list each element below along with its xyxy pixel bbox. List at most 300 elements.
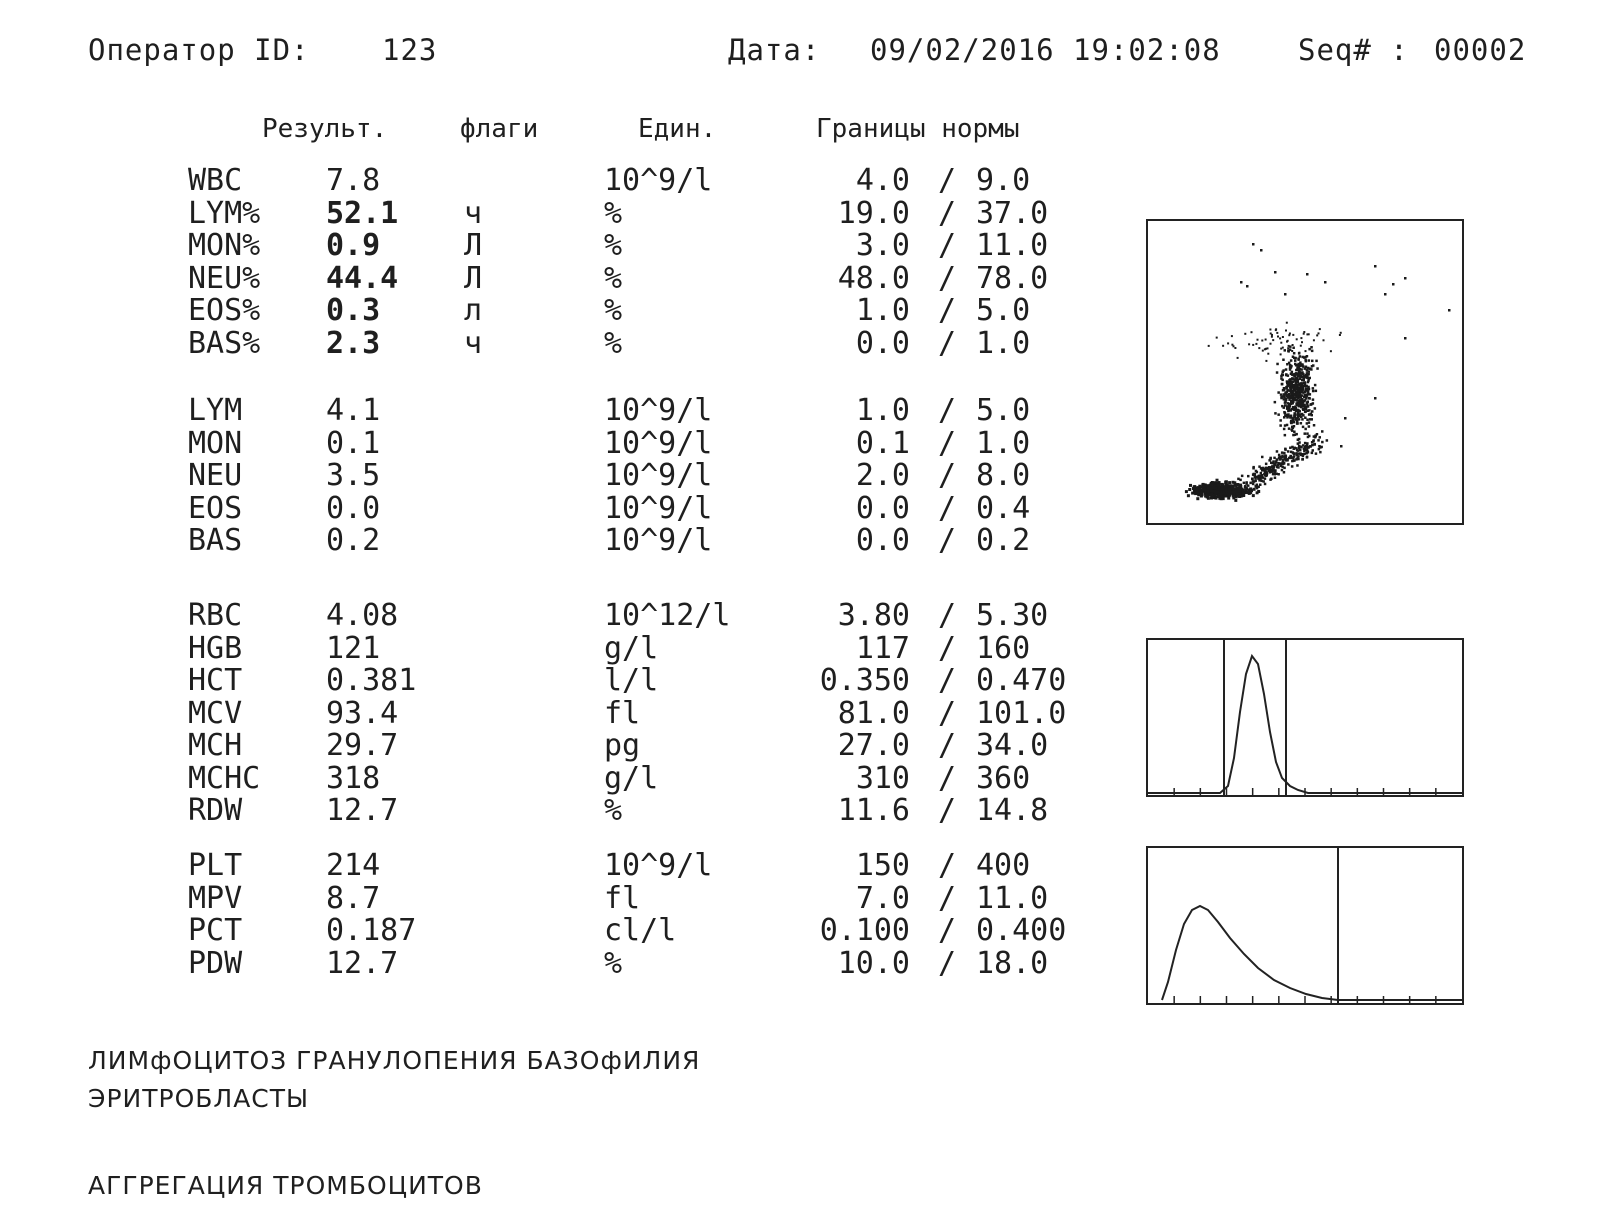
scatter-point xyxy=(1210,493,1213,496)
scatter-point xyxy=(1281,455,1284,458)
scatter-point xyxy=(1241,475,1244,478)
scatter-point xyxy=(1304,417,1307,420)
scatter-point xyxy=(1292,395,1295,398)
scatter-point xyxy=(1308,348,1311,351)
scatter-point xyxy=(1312,402,1315,405)
scatter-point xyxy=(1246,285,1249,288)
scatter-point xyxy=(1321,441,1324,444)
scatter-point xyxy=(1249,482,1252,485)
scatter-point xyxy=(1189,484,1192,487)
scatter-point xyxy=(1206,490,1209,493)
date-label: Дата: xyxy=(728,33,821,67)
scatter-point xyxy=(1231,344,1233,346)
scatter-point xyxy=(1277,473,1280,476)
range-low: 150 xyxy=(855,848,910,883)
column-ranges: Границы нормы xyxy=(816,114,1020,144)
scatter-point xyxy=(1306,456,1309,459)
range-separator: / xyxy=(938,913,957,948)
scatter-point xyxy=(1303,400,1306,403)
scatter-point xyxy=(1321,430,1324,433)
scatter-point xyxy=(1300,345,1302,347)
scatter-point xyxy=(1271,334,1273,336)
scatter-point xyxy=(1283,471,1286,474)
scatter-point xyxy=(1296,420,1299,423)
scatter-point xyxy=(1284,293,1287,296)
scatter-point xyxy=(1289,386,1292,389)
scatter-point xyxy=(1255,343,1257,345)
scatter-point xyxy=(1313,424,1316,427)
scatter-point xyxy=(1311,452,1314,455)
param-unit: % xyxy=(604,293,623,328)
operator-label: Оператор ID: xyxy=(88,33,310,67)
scatter-point xyxy=(1290,402,1293,405)
range-separator: / xyxy=(938,260,957,296)
range-low: 48.0 xyxy=(837,260,910,296)
scatter-point xyxy=(1284,400,1287,403)
scatter-point xyxy=(1207,487,1210,490)
scatter-point xyxy=(1270,343,1272,345)
scatter-point xyxy=(1287,347,1289,349)
column-units: Един. xyxy=(638,114,717,144)
scatter-point xyxy=(1304,432,1307,435)
scatter-point xyxy=(1191,492,1194,495)
scatter-point xyxy=(1319,436,1322,439)
scatter-point xyxy=(1232,487,1235,490)
scatter-point xyxy=(1290,409,1293,412)
scatter-point xyxy=(1300,403,1303,406)
param-name: NEU% xyxy=(188,260,261,296)
scatter-point xyxy=(1253,488,1256,491)
scatter-point xyxy=(1284,448,1287,451)
range-high: 101.0 xyxy=(976,695,1067,731)
range-low: 10.0 xyxy=(837,945,910,981)
scatter-point xyxy=(1324,281,1327,284)
scatter-point xyxy=(1185,490,1188,493)
param-value: 0.9 xyxy=(326,228,381,263)
scatter-point xyxy=(1252,344,1254,346)
param-value: 12.7 xyxy=(326,945,399,981)
scatter-point xyxy=(1196,497,1199,500)
range-separator: / xyxy=(938,760,957,796)
scatter-point xyxy=(1271,465,1274,468)
scatter-point xyxy=(1283,416,1286,419)
scatter-point xyxy=(1256,471,1259,474)
param-value: 93.4 xyxy=(326,695,399,731)
scatter-point xyxy=(1312,398,1315,401)
range-high: 78.0 xyxy=(976,260,1049,296)
param-name: RDW xyxy=(188,793,243,828)
scatter-point xyxy=(1302,426,1305,429)
scatter-point xyxy=(1276,458,1279,461)
scatter-point xyxy=(1252,480,1255,483)
scatter-point xyxy=(1282,347,1284,349)
scatter-point xyxy=(1204,488,1207,491)
scatter-point xyxy=(1283,406,1286,409)
scatter-point xyxy=(1314,384,1317,387)
scatter-point xyxy=(1299,378,1302,381)
scatter-point xyxy=(1244,333,1246,335)
param-unit: l/l xyxy=(604,663,659,698)
range-high: 18.0 xyxy=(976,945,1049,981)
scatter-point xyxy=(1277,336,1279,338)
param-unit: % xyxy=(604,195,623,231)
scatter-point xyxy=(1302,388,1305,391)
scatter-point xyxy=(1291,429,1294,432)
range-separator: / xyxy=(938,880,957,916)
scatter-point xyxy=(1292,384,1295,387)
scatter-point xyxy=(1309,393,1312,396)
scatter-point xyxy=(1222,488,1225,491)
scatter-point xyxy=(1242,491,1245,494)
scatter-point xyxy=(1293,352,1296,355)
range-separator: / xyxy=(938,393,957,428)
scatter-point xyxy=(1269,457,1272,460)
scatter-point xyxy=(1254,480,1257,483)
param-name: EOS xyxy=(188,490,243,526)
scatter-point xyxy=(1285,368,1288,371)
scatter-point xyxy=(1308,377,1311,380)
scatter-point xyxy=(1286,382,1289,385)
param-value: 0.381 xyxy=(326,663,417,698)
scatter-point xyxy=(1323,339,1325,341)
scatter-point xyxy=(1284,434,1287,437)
scatter-point xyxy=(1312,440,1315,443)
scatter-point xyxy=(1308,425,1311,428)
param-name: HCT xyxy=(188,663,243,698)
scatter-point xyxy=(1274,271,1277,274)
scatter-point xyxy=(1303,331,1305,333)
scatter-point xyxy=(1311,414,1314,417)
scatter-point xyxy=(1264,483,1267,486)
scatter-point xyxy=(1260,249,1263,252)
scatter-point xyxy=(1289,367,1292,370)
scatter-point xyxy=(1282,374,1285,377)
param-flag: Л xyxy=(464,260,483,296)
scatter-point xyxy=(1374,397,1377,400)
scatter-point xyxy=(1284,349,1287,352)
scatter-point xyxy=(1305,360,1308,363)
date-value: 09/02/2016 19:02:08 xyxy=(870,33,1221,67)
scatter-point xyxy=(1266,474,1269,477)
scatter-point xyxy=(1326,439,1329,442)
param-value: 3.5 xyxy=(326,458,381,493)
scatter-point xyxy=(1296,410,1299,413)
scatter-point xyxy=(1295,447,1298,450)
param-value: 214 xyxy=(326,848,381,883)
range-low: 2.0 xyxy=(855,458,910,493)
scatter-point xyxy=(1258,347,1260,349)
param-name: MCHC xyxy=(188,760,261,796)
scatter-point xyxy=(1279,457,1282,460)
scatter-point xyxy=(1292,347,1295,350)
scatter-point xyxy=(1275,328,1277,330)
column-flags: флаги xyxy=(460,114,539,144)
scatter-point xyxy=(1260,480,1263,483)
range-separator: / xyxy=(938,293,957,328)
scatter-point xyxy=(1404,337,1407,340)
param-unit: % xyxy=(604,260,623,296)
scatter-point xyxy=(1291,465,1294,468)
scatter-point xyxy=(1237,357,1239,359)
scatter-point xyxy=(1293,455,1296,458)
scatter-point xyxy=(1295,417,1298,420)
message-line-3: АГГРЕГАЦИЯ ТРОМБОЦИТОВ xyxy=(88,1171,483,1200)
range-low: 0.0 xyxy=(855,523,910,558)
scatter-point xyxy=(1296,368,1299,371)
range-separator: / xyxy=(938,695,957,731)
scatter-point xyxy=(1220,497,1223,500)
scatter-point xyxy=(1283,467,1286,470)
param-value: 0.0 xyxy=(326,490,381,526)
scatter-point xyxy=(1285,330,1287,332)
rbc-distribution-curve xyxy=(1148,656,1462,793)
scatter-point xyxy=(1269,468,1272,471)
scatter-point xyxy=(1245,482,1248,485)
scatter-point xyxy=(1303,376,1306,379)
range-separator: / xyxy=(938,728,957,763)
param-value: 0.187 xyxy=(326,913,417,948)
param-unit: % xyxy=(604,325,623,361)
scatter-point xyxy=(1304,428,1307,431)
scatter-point xyxy=(1222,345,1224,347)
param-flag: л xyxy=(464,293,483,328)
scatter-point xyxy=(1295,399,1298,402)
scatter-point xyxy=(1288,379,1291,382)
range-high: 5.30 xyxy=(976,598,1049,633)
scatter-point xyxy=(1200,495,1203,498)
scatter-point xyxy=(1296,457,1299,460)
param-name: NEU xyxy=(188,458,243,493)
range-separator: / xyxy=(938,663,957,698)
scatter-point xyxy=(1228,488,1231,491)
scatter-point xyxy=(1313,339,1315,341)
scatter-point xyxy=(1294,389,1297,392)
scatter-point xyxy=(1286,363,1289,366)
scatter-point xyxy=(1305,366,1308,369)
scatter-point xyxy=(1285,459,1288,462)
scatter-point xyxy=(1252,483,1255,486)
scatter-point xyxy=(1287,340,1289,342)
scatter-point xyxy=(1293,448,1296,451)
plt-histogram xyxy=(1146,846,1464,1005)
scatter-point xyxy=(1279,424,1282,427)
scatter-point xyxy=(1312,387,1315,390)
scatter-point xyxy=(1314,407,1317,410)
scatter-point xyxy=(1292,334,1294,336)
param-value: 0.1 xyxy=(326,425,381,461)
param-name: PDW xyxy=(188,945,243,981)
scatter-point xyxy=(1288,345,1290,347)
range-low: 81.0 xyxy=(837,695,910,731)
scatter-point xyxy=(1285,374,1288,377)
scatter-point xyxy=(1305,350,1307,352)
scatter-point xyxy=(1283,411,1286,414)
scatter-point xyxy=(1287,394,1290,397)
scatter-point xyxy=(1306,448,1309,451)
range-high: 400 xyxy=(976,848,1031,883)
scatter-point xyxy=(1283,398,1286,401)
scatter-point xyxy=(1298,352,1300,354)
scatter-point xyxy=(1303,379,1306,382)
param-unit: fl xyxy=(604,695,641,731)
scatter-point xyxy=(1276,371,1279,374)
scatter-point xyxy=(1306,333,1308,335)
scatter-point xyxy=(1187,494,1190,497)
scatter-point xyxy=(1297,387,1300,390)
scatter-point xyxy=(1298,374,1301,377)
scatter-point xyxy=(1318,332,1320,334)
scatter-point xyxy=(1217,486,1220,489)
scatter-point xyxy=(1297,358,1300,361)
scatter-point xyxy=(1259,477,1262,480)
scatter-point xyxy=(1258,465,1261,468)
scatter-point xyxy=(1292,344,1294,346)
scatter-point xyxy=(1232,481,1235,484)
scatter-point xyxy=(1303,394,1306,397)
param-value: 7.8 xyxy=(326,163,381,198)
param-value: 0.2 xyxy=(326,523,381,558)
param-name: MON xyxy=(188,425,243,461)
scatter-point xyxy=(1288,427,1291,430)
param-name: MCH xyxy=(188,728,243,763)
scatter-point xyxy=(1281,451,1284,454)
scatter-point xyxy=(1288,382,1291,385)
scatter-point xyxy=(1262,467,1265,470)
scatter-point xyxy=(1293,412,1296,415)
scatter-point xyxy=(1296,395,1299,398)
param-unit: fl xyxy=(604,880,641,916)
scatter-point xyxy=(1209,484,1212,487)
scatter-point xyxy=(1224,481,1227,484)
scatter-point xyxy=(1261,340,1263,342)
range-low: 0.0 xyxy=(855,490,910,526)
scatter-point xyxy=(1308,435,1311,438)
scatter-point xyxy=(1313,443,1316,446)
scatter-point xyxy=(1279,419,1282,422)
scatter-point xyxy=(1291,426,1294,429)
scatter-point xyxy=(1286,405,1289,408)
scatter-point xyxy=(1404,277,1407,280)
scatter-point xyxy=(1274,477,1277,480)
scatter-point xyxy=(1256,484,1259,487)
range-separator: / xyxy=(938,945,957,981)
plt-distribution-curve xyxy=(1162,906,1462,1000)
scatter-point xyxy=(1306,374,1309,377)
scatter-point xyxy=(1251,331,1253,333)
scatter-point xyxy=(1290,359,1293,362)
scatter-point xyxy=(1288,398,1291,401)
scatter-point xyxy=(1282,371,1285,374)
scatter-point xyxy=(1258,475,1261,478)
scatter-point xyxy=(1248,492,1251,495)
param-unit: cl/l xyxy=(604,913,677,948)
scatter-point xyxy=(1269,471,1272,474)
scatter-point xyxy=(1295,382,1298,385)
scatter-point xyxy=(1282,460,1285,463)
scatter-point xyxy=(1228,481,1231,484)
scatter-point xyxy=(1244,485,1247,488)
scatter-point xyxy=(1318,448,1321,451)
scatter-point xyxy=(1274,412,1277,415)
scatter-point xyxy=(1304,382,1307,385)
scatter-point xyxy=(1301,418,1304,421)
scatter-point xyxy=(1274,401,1277,404)
scatter-point xyxy=(1256,491,1259,494)
range-separator: / xyxy=(938,598,957,633)
scatter-point xyxy=(1188,488,1191,491)
scatter-point xyxy=(1296,464,1299,467)
scatter-point xyxy=(1228,494,1231,497)
param-unit: 10^9/l xyxy=(604,848,713,883)
param-name: MPV xyxy=(188,880,243,916)
scatter-point xyxy=(1267,353,1269,355)
range-low: 3.0 xyxy=(855,228,910,263)
param-name: MON% xyxy=(188,228,261,263)
scatter-point xyxy=(1274,473,1277,476)
scatter-point xyxy=(1316,433,1319,436)
param-name: LYM xyxy=(188,393,243,428)
scatter-point xyxy=(1289,447,1292,450)
operator-id: 123 xyxy=(382,33,438,67)
range-separator: / xyxy=(938,848,957,883)
scatter-point xyxy=(1300,416,1303,419)
scatter-point xyxy=(1300,422,1303,425)
scatter-point xyxy=(1315,360,1318,363)
scatter-point xyxy=(1271,336,1273,338)
scatter-point xyxy=(1235,486,1238,489)
param-name: EOS% xyxy=(188,293,261,328)
range-separator: / xyxy=(938,523,957,558)
scatter-point xyxy=(1205,493,1208,496)
range-high: 11.0 xyxy=(976,880,1049,916)
rbc-histogram xyxy=(1146,638,1464,797)
scatter-point xyxy=(1225,492,1228,495)
scatter-point xyxy=(1283,428,1286,431)
scatter-point xyxy=(1298,399,1301,402)
param-name: BAS xyxy=(188,523,243,558)
scatter-point xyxy=(1311,365,1314,368)
scatter-point xyxy=(1201,492,1204,495)
scatter-point xyxy=(1252,494,1255,497)
range-low: 7.0 xyxy=(855,880,910,916)
scatter-point xyxy=(1273,457,1276,460)
param-unit: 10^9/l xyxy=(604,490,713,526)
scatter-point xyxy=(1248,343,1250,345)
range-high: 11.0 xyxy=(976,228,1049,263)
scatter-point xyxy=(1234,347,1236,349)
scatter-point xyxy=(1217,491,1220,494)
scatter-point xyxy=(1303,356,1306,359)
param-unit: g/l xyxy=(604,760,659,796)
scatter-point xyxy=(1215,497,1218,500)
param-value: 0.3 xyxy=(326,293,381,328)
scatter-point xyxy=(1312,390,1315,393)
scatter-point xyxy=(1299,410,1302,413)
scatter-point xyxy=(1280,342,1282,344)
scatter-point xyxy=(1276,465,1279,468)
scatter-point xyxy=(1306,432,1309,435)
scatter-point xyxy=(1240,281,1243,284)
param-unit: 10^12/l xyxy=(604,598,731,633)
scatter-point xyxy=(1286,322,1288,324)
range-high: 37.0 xyxy=(976,195,1049,231)
scatter-point xyxy=(1234,499,1237,502)
range-low: 310 xyxy=(855,760,910,796)
scatter-point xyxy=(1292,406,1295,409)
range-high: 160 xyxy=(976,630,1031,666)
scatter-point xyxy=(1311,360,1314,363)
scatter-point xyxy=(1295,384,1298,387)
